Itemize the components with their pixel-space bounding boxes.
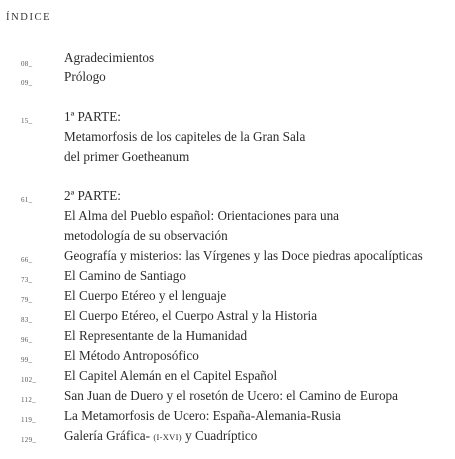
page-number: 08_ (21, 60, 33, 68)
entry-title-line: metodología de su observación (64, 228, 228, 243)
entry-title-main: Galería Gráfica- (64, 428, 154, 443)
entry-title-line: El Alma del Pueblo español: Orientaciones para una (64, 208, 340, 223)
entry-title-line: Metamorfosis de los capiteles de la Gran Sala (64, 129, 306, 144)
part-heading: 2ª PARTE: (64, 188, 121, 203)
page-number: 119_ (21, 416, 36, 424)
page-number: 112_ (21, 396, 36, 404)
page-number: 15_ (21, 117, 33, 125)
page-number: 66_ (21, 256, 33, 264)
page-number: 83_ (21, 316, 33, 324)
entry-title: El Capitel Alemán en el Capitel Español (64, 368, 278, 383)
page-number: 102_ (21, 376, 37, 384)
page-number: 96_ (21, 336, 33, 344)
page-number: 129_ (21, 436, 37, 444)
entry-title: El Cuerpo Etéreo, el Cuerpo Astral y la Historia (64, 308, 318, 323)
entry-title (64, 428, 257, 445)
entry-title: Agradecimientos (64, 50, 155, 65)
entry-title: El Cuerpo Etéreo y el lenguaje (64, 288, 227, 303)
part-heading: 1ª PARTE: (64, 109, 121, 124)
entry-title: Prólogo (64, 69, 106, 84)
entry-title: La Metamorfosis de Ucero: España-Alemania-Rusia (64, 408, 341, 423)
page-number: 09_ (21, 79, 33, 87)
entry-title: El Método Antroposófico (64, 348, 199, 363)
page-number: 99_ (21, 356, 33, 364)
page-title: ÍNDICE (6, 12, 52, 23)
entry-title: San Juan de Duero y el rosetón de Ucero: el Camino de Europa (64, 388, 398, 403)
page-number: 79_ (21, 296, 33, 304)
page-number: 61_ (21, 196, 33, 204)
page-number: 73_ (21, 276, 33, 284)
entry-title: El Camino de Santiago (64, 268, 186, 283)
entry-title-tail: y Cuadríptico (181, 428, 258, 443)
entry-title: El Representante de la Humanidad (64, 328, 248, 343)
entry-title-line: del primer Goetheanum (64, 149, 190, 164)
entry-title: Geografía y misterios: las Vírgenes y las Doce piedras apocalípticas (64, 248, 423, 263)
plate-range: (I-XVI) (153, 432, 182, 442)
